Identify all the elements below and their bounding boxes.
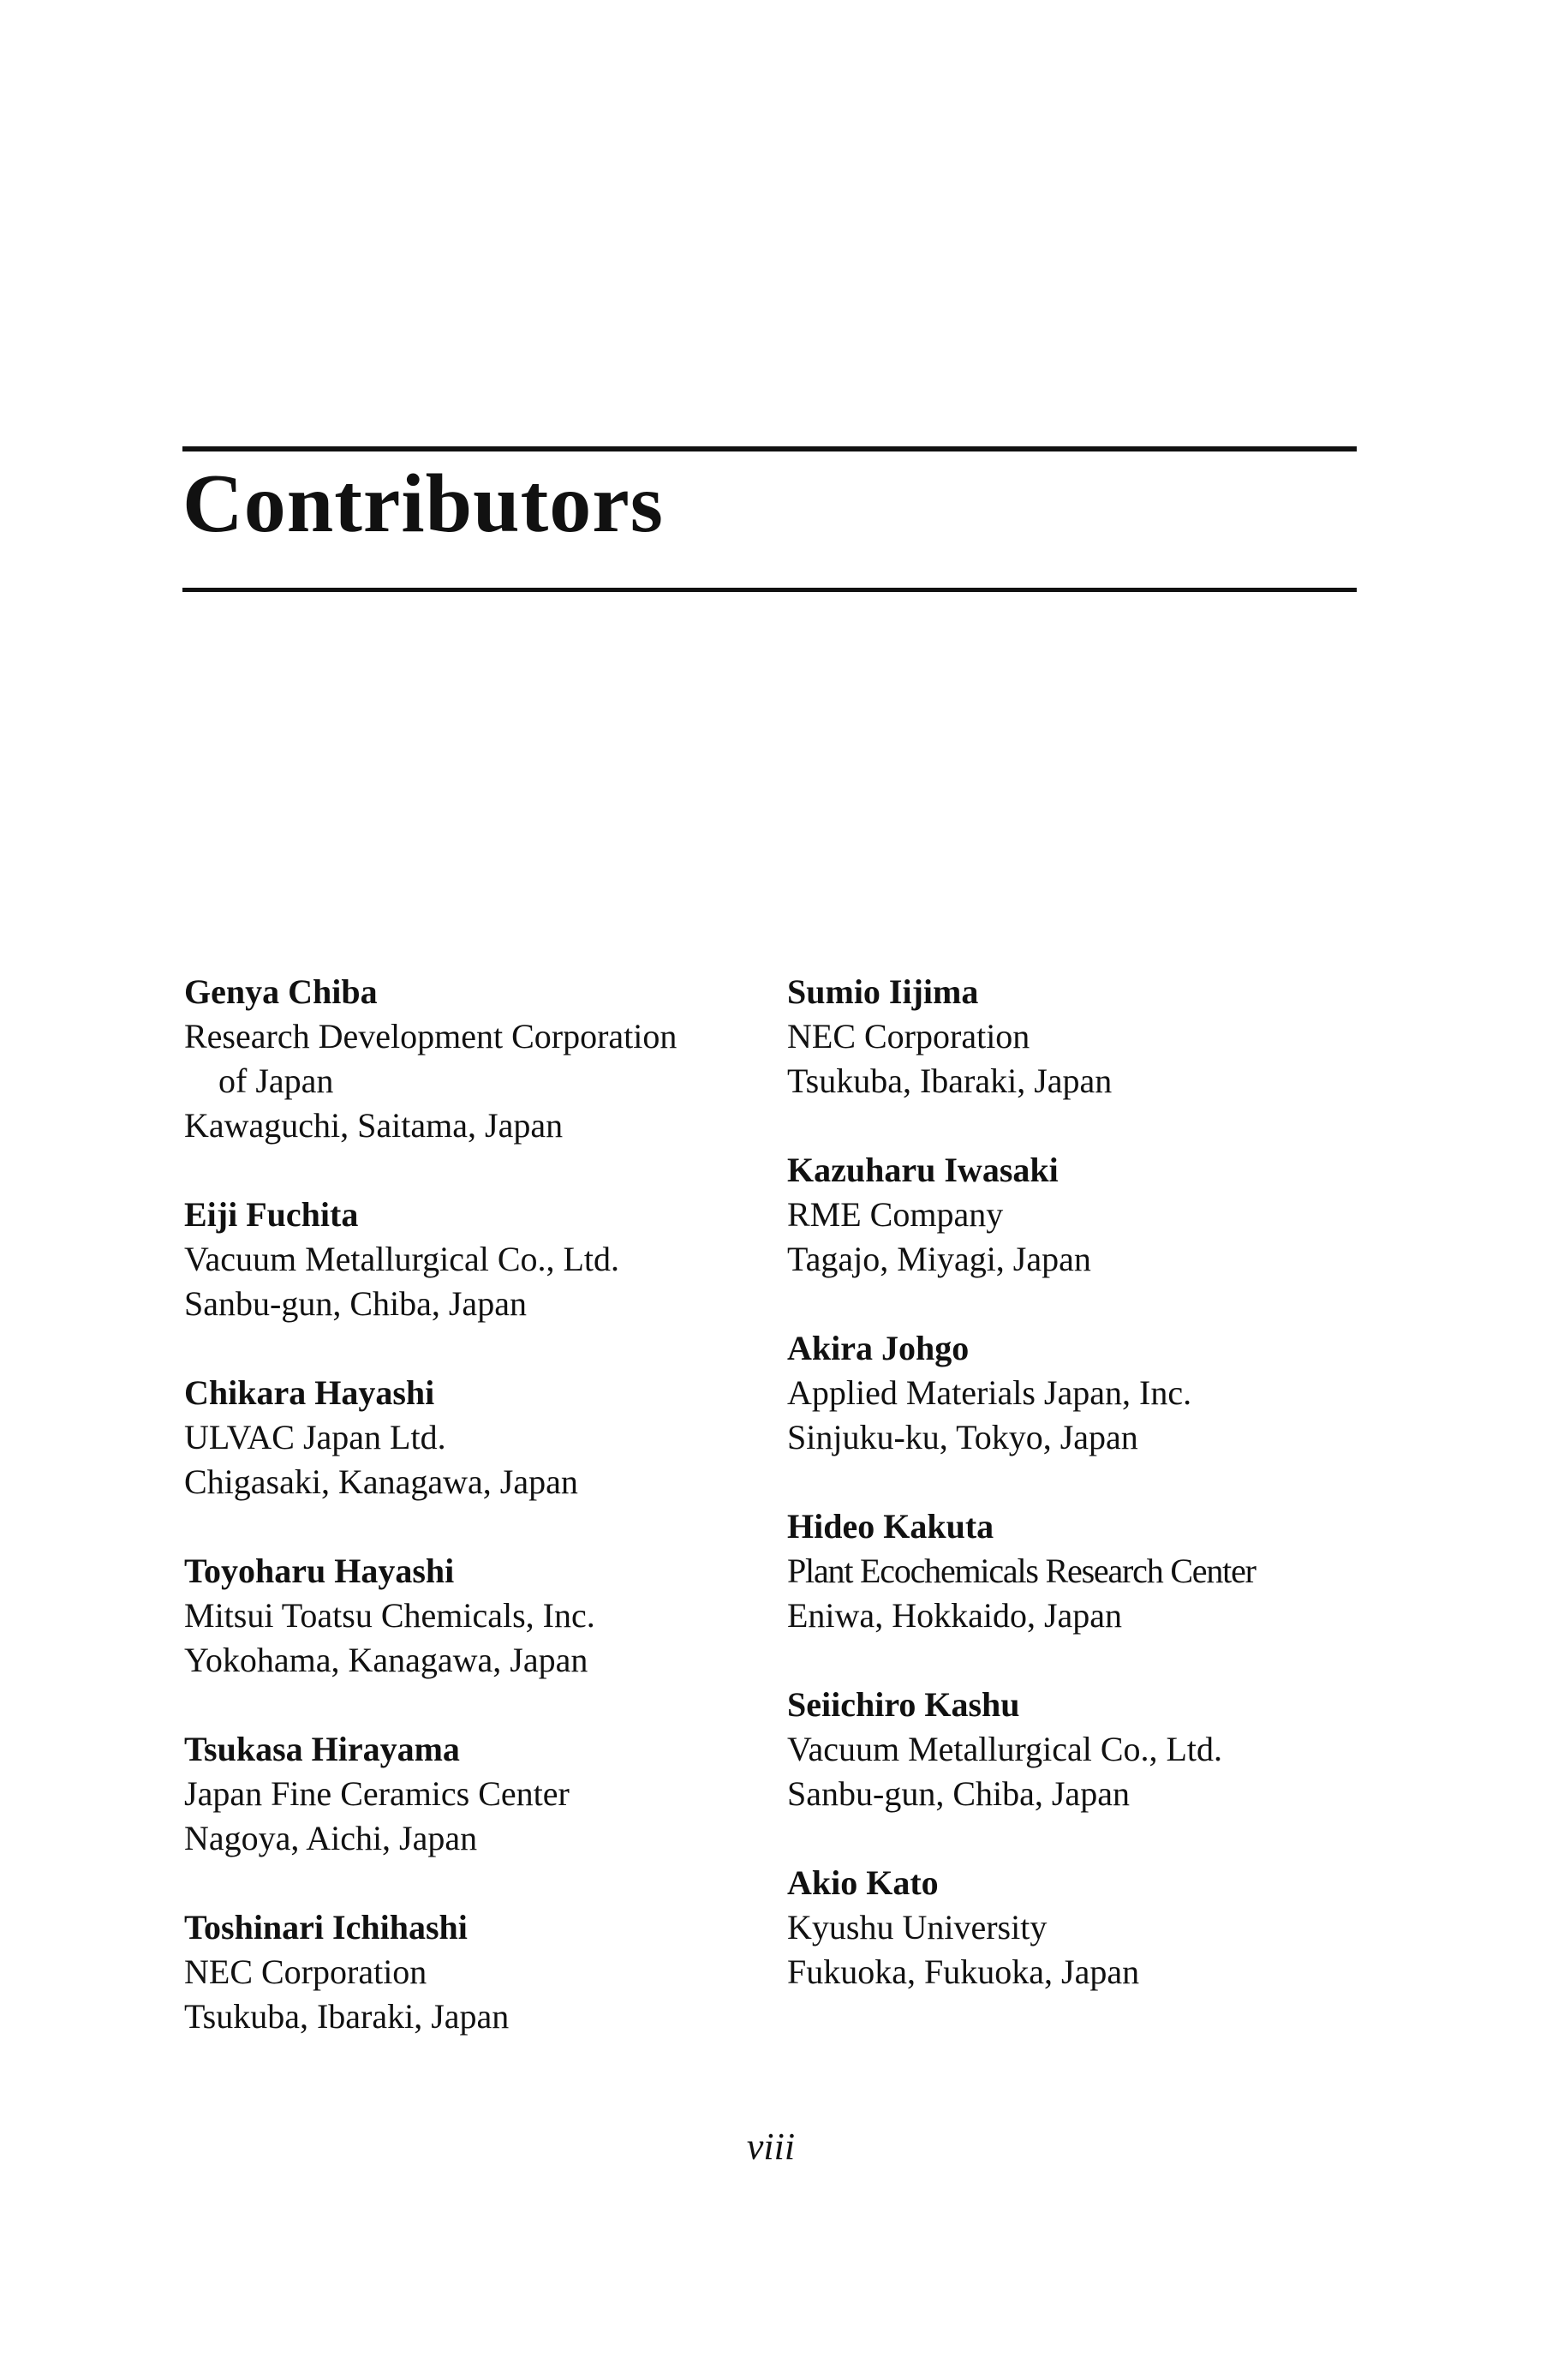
contributor-affiliation: NEC Corporation: [787, 1017, 1030, 1055]
contributor-affiliation: Mitsui Toatsu Chemicals, Inc.: [184, 1596, 595, 1635]
contributor-entry: [184, 1371, 835, 1504]
contributor-affiliation: Plant Ecochemicals Research Center: [787, 1552, 1256, 1590]
contributor-entry: [184, 1549, 835, 1683]
contributor-name: Toshinari Ichihashi: [184, 1908, 468, 1946]
contributor-entry: [787, 1683, 1387, 1816]
contributor-affiliation: Japan Fine Ceramics Center: [184, 1774, 570, 1813]
contributor-location: Chigasaki, Kanagawa, Japan: [184, 1462, 578, 1501]
contributor-location: Sanbu-gun, Chiba, Japan: [787, 1774, 1130, 1813]
contributor-location: Nagoya, Aichi, Japan: [184, 1819, 478, 1857]
contributor-entry: [184, 1905, 835, 2039]
contributor-entry: [787, 1326, 1387, 1460]
contributor-affiliation: Vacuum Metallurgical Co., Ltd.: [184, 1240, 620, 1278]
contributor-name: Genya Chiba: [184, 972, 378, 1011]
contributor-location: Tsukuba, Ibaraki, Japan: [787, 1061, 1113, 1100]
contributor-entry: [787, 1148, 1387, 1282]
contributor-name: Toyoharu Hayashi: [184, 1552, 455, 1590]
contributors-left-column: [184, 970, 835, 2084]
contributor-location: Eniwa, Hokkaido, Japan: [787, 1596, 1123, 1635]
contributor-location: Tagajo, Miyagi, Japan: [787, 1240, 1091, 1278]
contributor-name: Seiichiro Kashu: [787, 1685, 1020, 1724]
title-rule-bottom: [182, 588, 1357, 592]
contributor-affiliation: RME Company: [787, 1195, 1004, 1234]
contributor-affiliation: Kyushu University: [787, 1908, 1048, 1946]
contributor-name: Hideo Kakuta: [787, 1507, 994, 1546]
contributor-affiliation: of Japan: [218, 1061, 334, 1100]
contributor-location: Yokohama, Kanagawa, Japan: [184, 1641, 588, 1679]
contributor-affiliation: Applied Materials Japan, Inc.: [787, 1373, 1192, 1412]
contributor-location: Sanbu-gun, Chiba, Japan: [184, 1284, 527, 1323]
contributor-location: Sinjuku-ku, Tokyo, Japan: [787, 1418, 1138, 1456]
contributor-name: Kazuharu Iwasaki: [787, 1151, 1059, 1189]
contributor-entry: [184, 970, 835, 1148]
contributor-entry: [184, 1193, 835, 1326]
contributor-name: Sumio Iijima: [787, 972, 979, 1011]
contributor-affiliation: Research Development Corporation: [184, 1017, 677, 1055]
contributor-affiliation: NEC Corporation: [184, 1952, 427, 1991]
contributor-name: Akio Kato: [787, 1863, 939, 1902]
contributor-name: Eiji Fuchita: [184, 1195, 359, 1234]
contributor-name: Akira Johgo: [787, 1329, 970, 1367]
contributor-location: Fukuoka, Fukuoka, Japan: [787, 1952, 1140, 1991]
contributor-affiliation: Vacuum Metallurgical Co., Ltd.: [787, 1730, 1223, 1768]
contributor-location: Tsukuba, Ibaraki, Japan: [184, 1997, 510, 2036]
title-rule-top: [182, 446, 1357, 451]
contributor-entry: [787, 970, 1387, 1103]
contributor-name: Chikara Hayashi: [184, 1373, 435, 1412]
contributors-right-column: [787, 970, 1387, 2039]
contributor-name: Tsukasa Hirayama: [184, 1730, 460, 1768]
contributor-affiliation: ULVAC Japan Ltd.: [184, 1418, 446, 1456]
page-title: Contributors: [182, 457, 664, 550]
contributor-entry: [787, 1861, 1387, 1994]
contributor-entry: [787, 1504, 1387, 1638]
contributor-location: Kawaguchi, Saitama, Japan: [184, 1106, 564, 1145]
contributor-entry: [184, 1727, 835, 1861]
page-number: viii: [746, 2126, 796, 2168]
